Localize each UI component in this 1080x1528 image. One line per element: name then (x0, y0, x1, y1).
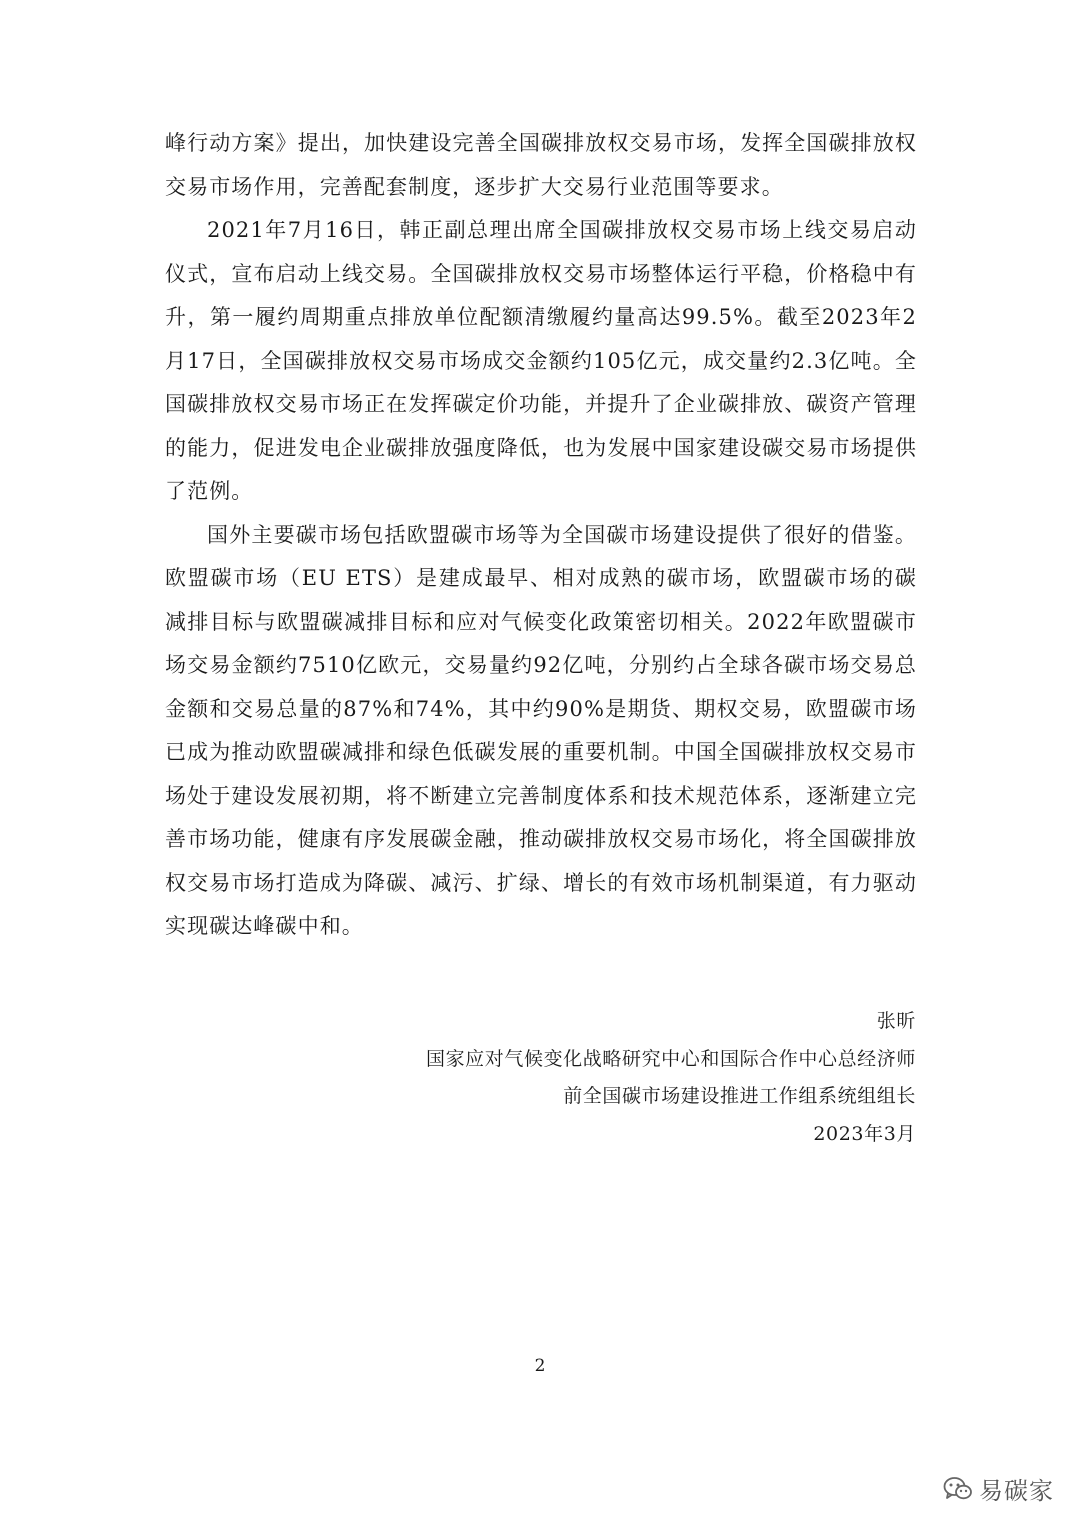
signature-block (426, 1003, 916, 1153)
watermark (943, 1471, 1054, 1506)
author-title-1: 国家应对气候变化战略研究中心和国际合作中心总经济师 (425, 1047, 916, 1070)
paragraph-1: 峰行动方案》提出，加快建设完善全国碳排放权交易市场，发挥全国碳排放权交易市场作用，完善配套制度，逐步扩大交易行业范围等要求。 (165, 131, 917, 199)
page-number: 2 (534, 1356, 546, 1376)
author-name: 张昕 (876, 1010, 916, 1032)
body-text (165, 122, 917, 949)
watermark-text: 易碳家 (979, 1477, 1054, 1505)
wechat-icon (943, 1476, 973, 1502)
paragraph-3: 国外主要碳市场包括欧盟碳市场等为全国碳市场建设提供了很好的借鉴。欧盟碳市场（EU ETS）是建成最早、相对成熟的碳市场，欧盟碳市场的碳减排目标与欧盟碳减排目标和应对气候变化政策密切相关。2022年欧盟碳市场交易金额约7510亿欧元，交易量约92亿吨，分别约占全球各碳市场交易总金额和交易总量的87%和74%，其中约90%是期货、期权交易，欧盟碳市场已成为推动欧盟碳减排和绿色低碳发展的重要机制。中国全国碳排放权交易市场处于建设发展初期，将不断建立完善制度体系和技术规范体系，逐渐建立完善市场功能，健康有序发展碳金融，推动碳排放权交易市场化，将全国碳排放权交易市场打造成为降碳、减污、扩绿、增长的有效市场机制渠道，有力驱动实现碳达峰碳中和。 (165, 522, 917, 938)
signature-date: 2023年3月 (813, 1122, 916, 1145)
author-title-2: 前全国碳市场建设推进工作组系统组组长 (563, 1085, 916, 1107)
paragraph-2: 2021年7月16日，韩正副总理出席全国碳排放权交易市场上线交易启动仪式，宣布启动上线交易。全国碳排放权交易市场整体运行平稳，价格稳中有升，第一履约周期重点排放单位配额清缴履约量高达99.5%。截至2023年2月17日，全国碳排放权交易市场成交金额约105亿元，成交量约2.3亿吨。全国碳排放权交易市场正在发挥碳定价功能，并提升了企业碳排放、碳资产管理的能力，促进发电企业碳排放强度降低，也为发展中国家建设碳交易市场提供了范例。 (165, 218, 917, 503)
